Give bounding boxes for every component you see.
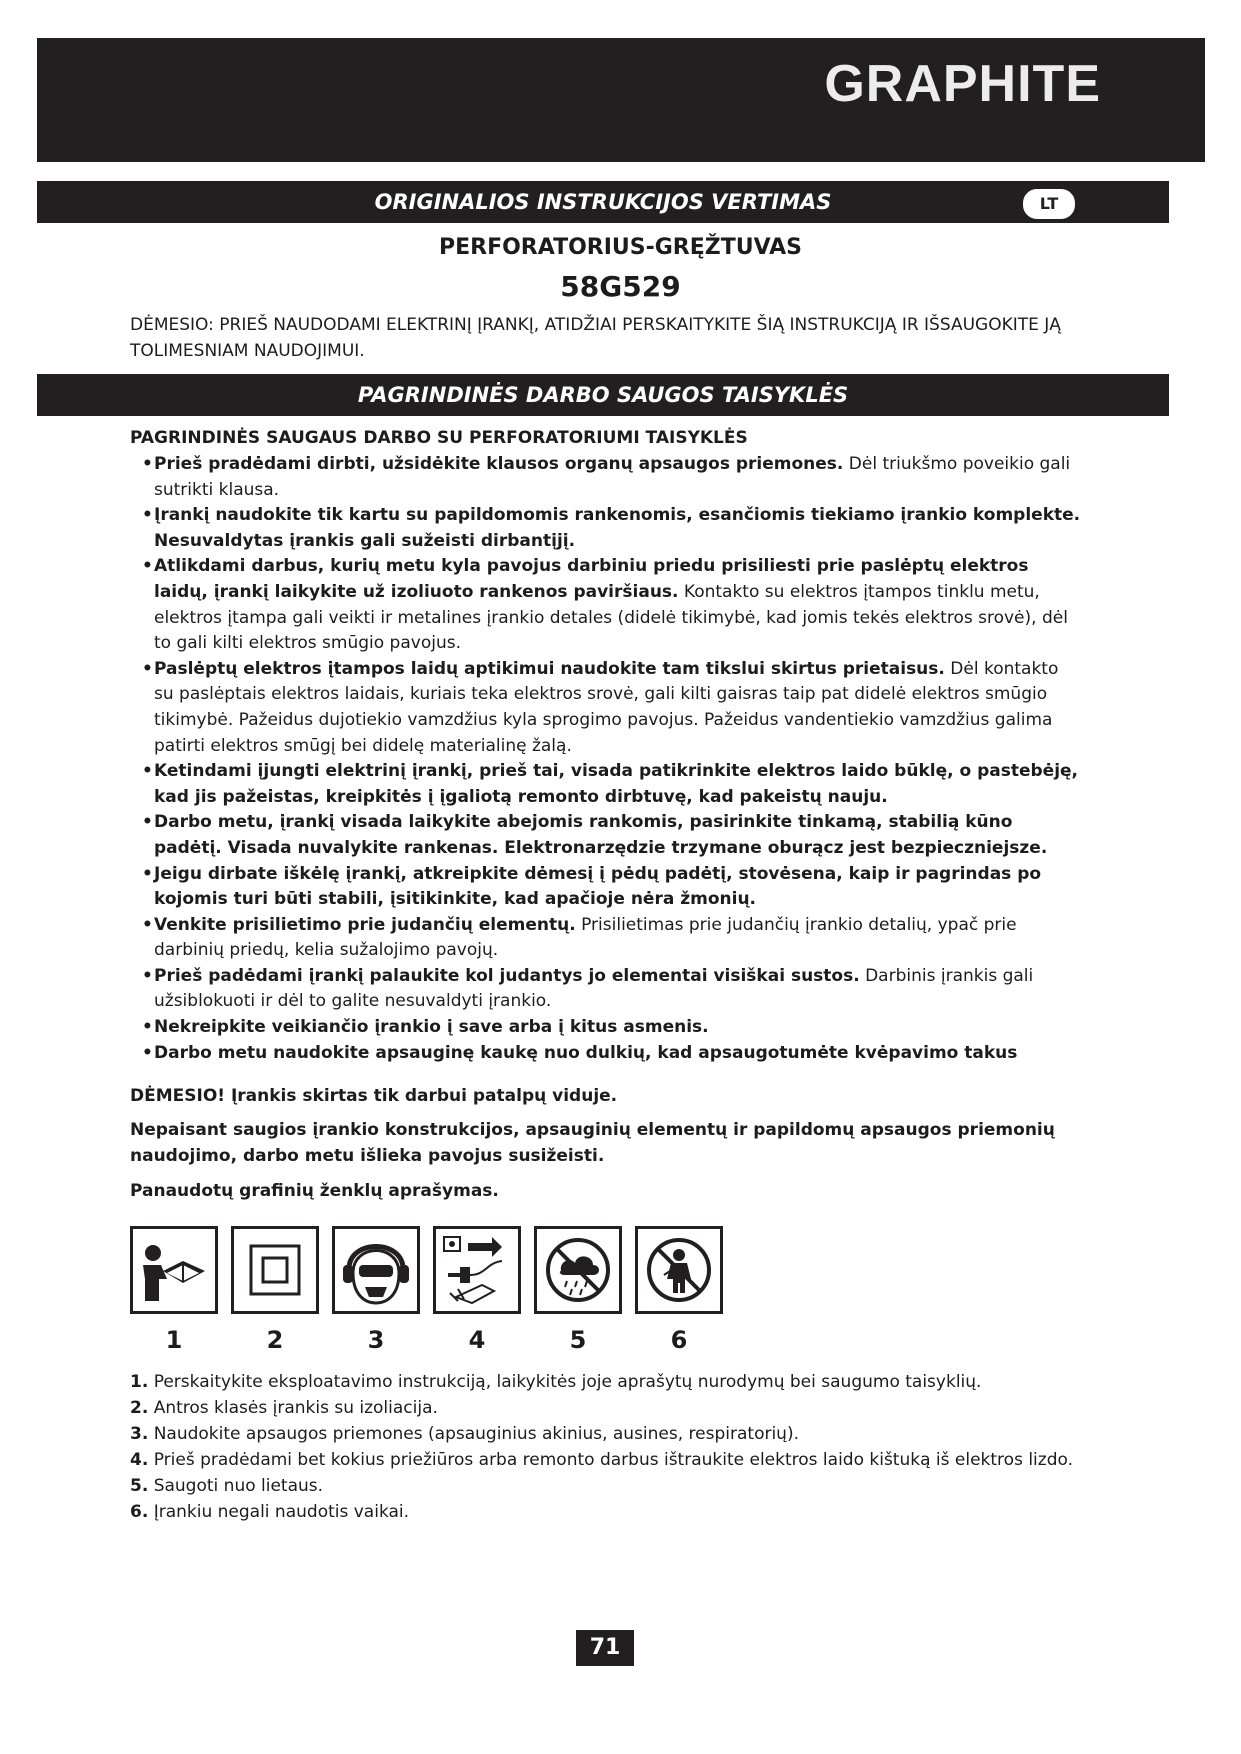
translation-band xyxy=(37,181,1169,223)
list-item: • Paslėptų elektros įtampos laidų aptikimui naudokite tam tikslui skirtus prietaisus. Dėl kontakto su paslėptais elektros laidais, kuriais teka elektros srovė, gali kilti gaisras taip pat didelė elektros smūgio tikimybė. Pažeidus dujotiekio vamzdžius kyla sprogimo pavojus. Pažeidus vandentiekio vamzdžius galima patirti elektros smūgį bei didelę materialinę žalą. xyxy=(154,657,1082,759)
class-ii-insulation-icon xyxy=(231,1226,319,1314)
list-item: 6. Įrankiu negali naudotis vaikai. xyxy=(130,1502,410,1522)
symbol-descriptions xyxy=(130,1370,1080,1526)
section-heading: PAGRINDINĖS SAUGAUS DARBO SU PERFORATORIUMI TAISYKLĖS xyxy=(130,428,748,448)
list-item: • Darbo metu naudokite apsauginę kaukę nuo dulkių, kad apsaugotumėte kvėpavimo takus xyxy=(154,1041,1082,1067)
list-item: • Darbo metu, įrankį visada laikykite abejomis rankomis, pasirinkite tinkamą, stabilią kūno padėtį. Visada nuvalykite rankenas. Elektronarzędzie trzymane oburącz jest bezpieczniejsze. xyxy=(154,810,1082,861)
list-item: • Jeigu dirbate iškėlę įrankį, atkreipkite dėmesį į pėdų padėtį, stovėsena, kaip ir pagrindas po kojomis turi būti stabili, įsitikinkite, kad apačioje nėra žmonių. xyxy=(154,862,1082,913)
list-item: • Įrankį naudokite tik kartu su papildomomis rankenomis, esančiomis tiekiamo įrankio komplekte. Nesuvaldytas įrankis gali sužeisti dirbantįjį. xyxy=(154,503,1082,554)
protective-equipment-icon xyxy=(332,1226,420,1314)
translation-title: ORIGINALIOS INSTRUKCIJOS VERTIMAS xyxy=(374,190,832,214)
language-badge: LT xyxy=(1023,189,1075,219)
brand-logo: GRAPHITE xyxy=(824,55,1101,113)
product-name: PERFORATORIUS-GRĘŽTUVAS xyxy=(438,235,802,260)
page-number: 71 xyxy=(576,1630,634,1666)
symbols-heading: Panaudotų grafinių ženklų aprašymas. xyxy=(130,1181,499,1201)
read-manual-icon xyxy=(130,1226,218,1314)
list-item: • Ketindami įjungti elektrinį įrankį, prieš tai, visada patikrinkite elektros laido būklę, o pastebėję, kad jis pažeistas, kreipkitės į įgaliotą remonto dirbtuvę, kad pakeistų nauju. xyxy=(154,759,1082,810)
symbol-number: 6 xyxy=(670,1326,688,1354)
list-item: 3. Naudokite apsaugos priemones (apsauginius akinius, ausines, respiratorių). xyxy=(130,1424,799,1444)
list-item: • Nekreipkite veikiančio įrankio į save arba į kitus asmenis. xyxy=(154,1015,1082,1041)
symbol-number: 5 xyxy=(569,1326,587,1354)
symbol-number: 1 xyxy=(165,1326,183,1354)
no-rain-icon xyxy=(534,1226,622,1314)
unplug-before-maintenance-icon xyxy=(433,1226,521,1314)
list-item: • Atlikdami darbus, kurių metu kyla pavojus darbiniu priedu prisiliesti prie paslėptų elektros laidų, įrankį laikykite už izoliuoto rankenos paviršiaus. Kontakto su elektros įtampos tinklu metu, elektros įtampa gali veikti ir metalines įrankio detales (didelė tikimybė, kad jomis tekės elektros srovė), dėl to gali kilti elektros smūgio pavojus. xyxy=(154,554,1082,656)
list-item: 4. Prieš pradėdami bet kokius priežiūros arba remonto darbus ištraukite elektros laido kištuką iš elektros lizdo. xyxy=(130,1450,1073,1470)
list-item: • Prieš padėdami įrankį palaukite kol judantys jo elementai visiškai sustos. Darbinis įrankis gali užsiblokuoti ir dėl to galite nesuvaldyti įrankio. xyxy=(154,964,1082,1015)
list-item: 5. Saugoti nuo lietaus. xyxy=(130,1476,324,1496)
symbol-number: 2 xyxy=(266,1326,284,1354)
list-item: 2. Antros klasės įrankis su izoliacija. xyxy=(130,1398,438,1418)
list-item: • Venkite prisilietimo prie judančių elementų. Prisilietimas prie judančių įrankio detalių, ypač prie darbinių priedų, kelia sužalojimo pavojų. xyxy=(154,913,1082,964)
list-item: • Prieš pradėdami dirbti, užsidėkite klausos organų apsaugos priemones. Dėl triukšmo poveikio gali sutrikti klausa. xyxy=(154,452,1082,503)
indoor-note: DĖMESIO! Įrankis skirtas tik darbui patalpų viduje. xyxy=(130,1086,618,1106)
safety-rules-list xyxy=(154,452,1082,1066)
symbol-number: 3 xyxy=(367,1326,385,1354)
list-item: 1. Perskaitykite eksploatavimo instrukciją, laikykitės joje aprašytų nurodymų bei saugumo taisyklių. xyxy=(130,1372,982,1392)
safety-band xyxy=(37,374,1169,416)
residual-risk-note: Nepaisant saugios įrankio konstrukcijos, apsauginių elementų ir papildomų apsaugos priemonių naudojimo, darbo metu išlieka pavojus susižeisti. xyxy=(130,1120,1055,1166)
product-model: 58G529 xyxy=(560,270,681,303)
warning-text: DĖMESIO: PRIEŠ NAUDODAMI ELEKTRINĮ ĮRANKĮ, ATIDŽIAI PERSKAITYKITE ŠIĄ INSTRUKCIJĄ IR IŠSAUGOKITE JĄ TOLIMESNIAM NAUDOJIMUI. xyxy=(130,315,1061,361)
safety-title: PAGRINDINĖS DARBO SAUGOS TAISYKLĖS xyxy=(357,383,849,407)
no-children-icon xyxy=(635,1226,723,1314)
symbol-number: 4 xyxy=(468,1326,486,1354)
